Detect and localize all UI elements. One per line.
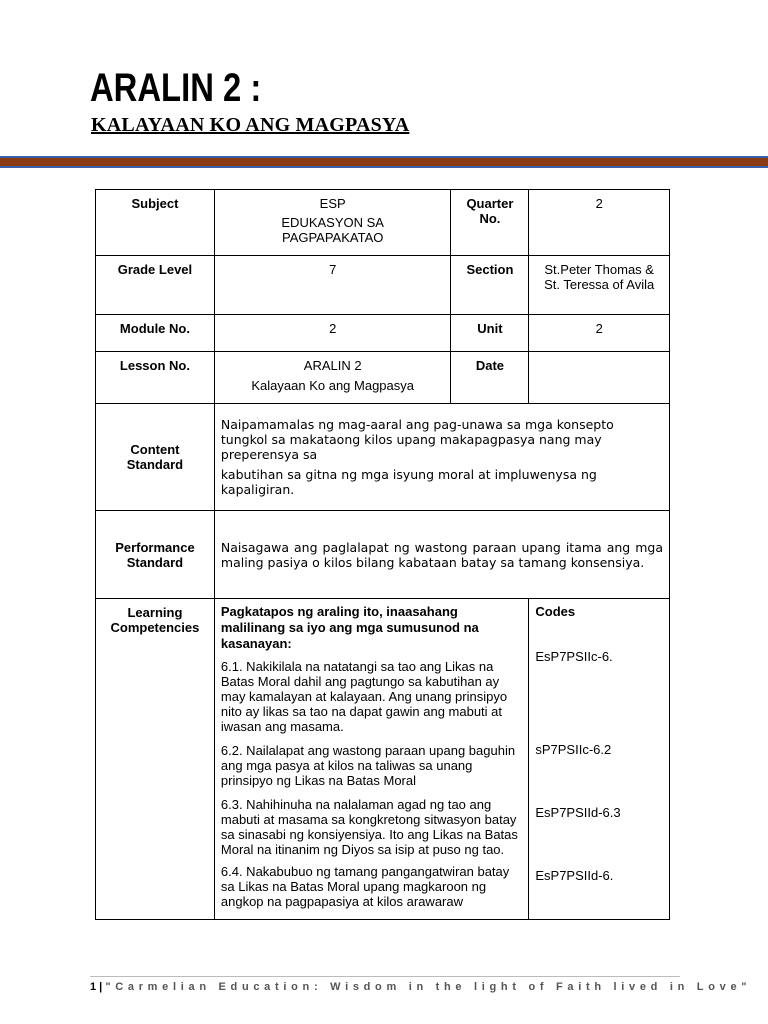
content-standard-label: Content Standard xyxy=(96,404,215,511)
content-standard-row xyxy=(96,404,670,511)
page-footer xyxy=(90,976,752,993)
quarter-value: 2 xyxy=(529,190,670,256)
module-value: 2 xyxy=(214,315,451,352)
grade-value: 7 xyxy=(214,256,451,315)
subject-row xyxy=(96,190,670,256)
grade-label: Grade Level xyxy=(96,256,215,315)
competency-item: 6.2. Nailalapat ang wastong paraan upang baguhin ang mga pasya at kilos na taliwas sa unang prinsipyo ng Likas na Batas Moral xyxy=(220,743,516,788)
date-value xyxy=(529,352,670,404)
performance-standard-row xyxy=(96,511,670,599)
unit-label: Unit xyxy=(451,315,529,352)
lesson-value xyxy=(214,352,451,404)
subject-label: Subject xyxy=(96,190,215,256)
performance-standard-value: Naisagawa ang paglalapat ng wastong paraan upang itama ang mga maling pasiya o kilos bilang kabataan batay sa tamang konsensiya. xyxy=(214,511,669,599)
unit-value: 2 xyxy=(529,315,670,352)
competency-code: EsP7PSIIc-6. xyxy=(535,649,613,664)
content-standard-text-1: Naipamamalas ng mag-aaral ang pag-unawa sa mga konsepto tungkol sa makataong kilos upang makapagpasya nang may preperensya sa xyxy=(220,417,614,462)
lesson-name: Kalayaan Ko ang Magpasya xyxy=(251,378,414,393)
grade-row xyxy=(96,256,670,315)
footer-motto: "Carmelian Education: Wisdom in the light of Faith lived in Love" xyxy=(105,981,752,993)
competency-item: 6.3. Nahihinuha na nalalaman agad ng tao ang mabuti at masama sa kongkretong sitwasyon batay sa sinasabi ng konsiyensiya. Ito ang Likas na Batas Moral na itinanim ng Diyos sa isip at puso ng tao. xyxy=(220,797,518,857)
divider-band xyxy=(0,156,768,168)
competency-item: 6.1. Nakikilala na natatangi sa tao ang Likas na Batas Moral dahil ang pagtungo sa kabutihan ay may kamalayan at kalayaan. Ang unang prinsipyo nito ay likas sa tao na dapat gawin ang mabuti at iwasan ang masama. xyxy=(220,659,508,734)
section-label: Section xyxy=(451,256,529,315)
lesson-subtitle: KALAYAAN KO ANG MAGPASYA xyxy=(91,114,410,136)
competency-code: EsP7PSIId-6. xyxy=(535,868,614,883)
codes-label: Codes xyxy=(535,604,576,619)
content-standard-text-2: kabutihan sa gitna ng mga isyung moral at impluwenysa ng kapaligiran. xyxy=(220,467,597,497)
competency-item: 6.4. Nakabubuo ng tamang pangangatwiran batay sa Likas na Batas Moral upang magkaroon ng angkop na pagpapasiya at kilos arawaraw xyxy=(220,864,510,909)
date-label: Date xyxy=(451,352,529,404)
lesson-info-table xyxy=(95,189,670,920)
competency-code: EsP7PSIId-6.3 xyxy=(535,805,621,820)
competencies-intro: Pagkatapos ng araling ito, inaasahang malilinang sa iyo ang mga sumusunod na kasanayan: xyxy=(220,604,479,651)
competencies-cell xyxy=(214,599,528,920)
codes-cell xyxy=(529,599,670,920)
subject-name: EDUKASYON SA PAGPAPAKATAO xyxy=(281,215,384,245)
learning-competencies-label: Learning Competencies xyxy=(96,599,215,920)
lesson-label: Lesson No. xyxy=(96,352,215,404)
learning-competencies-row xyxy=(96,599,670,920)
content-standard-value xyxy=(214,404,669,511)
module-row xyxy=(96,315,670,352)
subject-code: ESP xyxy=(319,196,346,211)
performance-standard-label: Performance Standard xyxy=(96,511,215,599)
module-label: Module No. xyxy=(96,315,215,352)
lesson-title: ARALIN 2 : xyxy=(90,66,262,110)
section-value: St.Peter Thomas & St. Teressa of Avila xyxy=(529,256,670,315)
quarter-label: Quarter No. xyxy=(451,190,529,256)
subject-value xyxy=(214,190,451,256)
lesson-number: ARALIN 2 xyxy=(303,358,362,373)
lesson-row xyxy=(96,352,670,404)
competency-code: sP7PSIIc-6.2 xyxy=(535,742,612,757)
page-number: 1 | xyxy=(90,981,103,993)
